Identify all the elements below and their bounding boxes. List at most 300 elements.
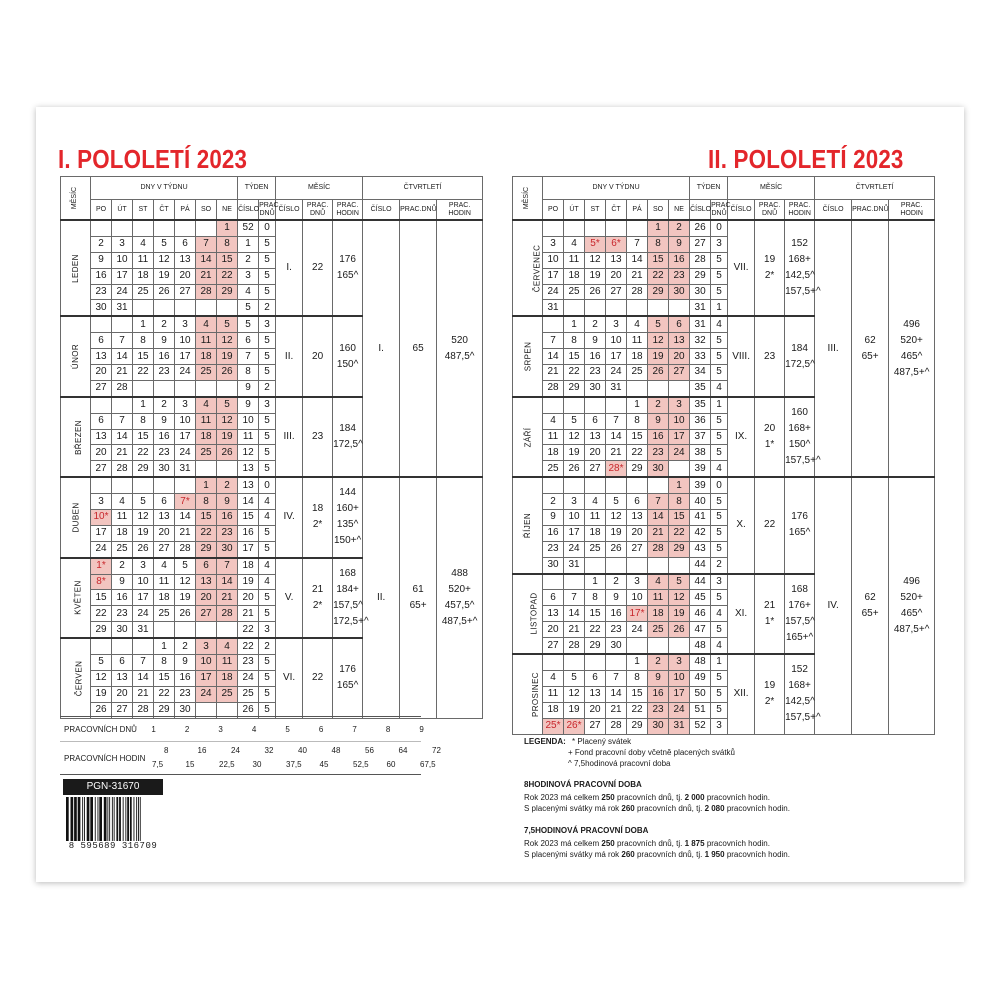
week-number: 9: [238, 397, 259, 413]
day-cell: 10*: [91, 510, 112, 526]
week-workdays: 5: [259, 525, 276, 541]
week-workdays: 5: [259, 541, 276, 557]
month-workhours-line: 165^: [788, 527, 811, 539]
day-cell: 7: [606, 670, 627, 686]
week-number: 24: [238, 670, 259, 686]
month-workhours-line: 142,5^: [785, 270, 815, 282]
workhours-cell: [252, 742, 289, 774]
month-workhours-line: 184: [339, 423, 356, 435]
barcode-bar: [66, 797, 69, 841]
day-cell: [606, 220, 627, 236]
day-cell: 26: [564, 461, 585, 477]
day-cell: [91, 638, 112, 654]
day-cell: 7: [112, 413, 133, 429]
day-cell: 5: [564, 413, 585, 429]
month-workdays: [755, 477, 785, 573]
day-cell: 18: [543, 445, 564, 461]
day-cell: 11: [133, 252, 154, 268]
day-cell: 21: [133, 686, 154, 702]
month-number: IX.: [728, 397, 755, 477]
day-cell: 9: [648, 670, 669, 686]
day-cell: 24: [133, 606, 154, 622]
quarter-workhours: [889, 477, 935, 734]
header-day: ČT: [606, 200, 627, 221]
workhours-75h-value: 37,5: [286, 760, 302, 769]
day-cell: 6: [627, 494, 648, 510]
week-number: 41: [690, 510, 711, 526]
workdays-value: 6: [318, 724, 324, 734]
day-cell: 17: [669, 429, 690, 445]
week-number: 32: [690, 333, 711, 349]
week-workdays: 5: [259, 590, 276, 606]
month-workhours: [785, 477, 815, 573]
day-cell: 3: [669, 654, 690, 670]
day-cell: 27: [154, 541, 175, 557]
day-cell: 23: [606, 622, 627, 638]
day-cell: [648, 300, 669, 316]
day-cell: 15: [648, 252, 669, 268]
day-cell: 2: [217, 477, 238, 493]
day-cell: 20: [196, 590, 217, 606]
month-name: LISTOPAD: [529, 592, 539, 635]
week-workdays: 5: [711, 670, 728, 686]
day-cell: 28: [543, 380, 564, 396]
day-cell: 2: [669, 220, 690, 236]
month-name-cell: [61, 558, 91, 638]
day-cell: 5: [217, 397, 238, 413]
barcode-bar: [140, 797, 141, 841]
day-cell: 25: [112, 541, 133, 557]
month-workdays-line: 23: [764, 350, 776, 362]
week-workdays: 5: [259, 686, 276, 702]
workhours-8h-value: 48: [331, 746, 341, 755]
day-cell: 29: [217, 284, 238, 300]
quarter-workdays: [400, 220, 437, 477]
day-cell: [154, 477, 175, 493]
day-cell: 27: [669, 365, 690, 381]
day-cell: 23: [585, 365, 606, 381]
month-workhours-line: 150^: [788, 439, 811, 451]
week-number: 15: [238, 510, 259, 526]
day-cell: 5: [133, 494, 154, 510]
day-cell: [175, 220, 196, 236]
header-month-col: [61, 177, 91, 221]
week-workdays: 5: [711, 349, 728, 365]
day-cell: [196, 622, 217, 638]
barcode-bar: [125, 797, 126, 841]
day-cell: [91, 316, 112, 332]
day-cell: 2: [112, 558, 133, 574]
month-workhours-line: 150+^: [333, 535, 362, 547]
day-cell: 3: [669, 397, 690, 413]
week-workdays: 5: [711, 510, 728, 526]
month-workhours-line: 160: [791, 407, 808, 419]
day-cell: 26*: [564, 718, 585, 734]
week-workdays: 5: [259, 670, 276, 686]
day-cell: 7: [133, 655, 154, 671]
day-cell: 2: [154, 316, 175, 332]
month-name-cell: [61, 477, 91, 557]
day-cell: [154, 380, 175, 396]
header-subcolumn: PRAC. HODIN: [785, 200, 815, 221]
workhours-75h-value: 7,5: [152, 760, 164, 769]
barcode-bar: [116, 797, 118, 841]
week-number: 49: [690, 670, 711, 686]
day-cell: 15: [564, 349, 585, 365]
day-cell: 12: [217, 413, 238, 429]
day-cell: 27: [627, 541, 648, 557]
day-cell: 7: [648, 494, 669, 510]
day-cell: 19: [669, 606, 690, 622]
day-cell: 2: [91, 236, 112, 252]
day-cell: [112, 397, 133, 413]
legend-item-holiday: * Placený svátek: [572, 737, 632, 746]
day-cell: 19: [154, 268, 175, 284]
week-workdays: 4: [711, 380, 728, 396]
day-cell: 4: [543, 670, 564, 686]
month-number: I.: [276, 220, 303, 316]
day-cell: [627, 380, 648, 396]
day-cell: 9: [175, 655, 196, 671]
day-cell: 21: [606, 445, 627, 461]
day-cell: 9: [112, 574, 133, 590]
week-workdays: 1: [711, 654, 728, 670]
month-workhours-line: 176: [339, 254, 356, 266]
day-cell: 21: [175, 525, 196, 541]
barcode-bar: [109, 797, 110, 841]
day-cell: [217, 622, 238, 638]
header-subcolumn: ČÍSLO: [276, 200, 303, 221]
info-text: pracovních dnů, tj.: [634, 804, 705, 813]
week-number: 51: [690, 702, 711, 718]
day-cell: 17: [112, 268, 133, 284]
month-workhours: [333, 477, 363, 557]
month-workhours-line: 157,5+^: [785, 712, 821, 724]
day-cell: [669, 557, 690, 573]
day-cell: 19: [217, 429, 238, 445]
header-month: MĚSÍC: [276, 177, 363, 200]
month-workdays-line: 2*: [312, 519, 323, 531]
workdays-value: 4: [251, 724, 257, 734]
day-cell: 30: [175, 702, 196, 718]
week-workdays: 4: [711, 316, 728, 332]
day-cell: 11: [196, 413, 217, 429]
day-cell: 26: [585, 284, 606, 300]
week-number: 23: [238, 655, 259, 671]
day-cell: 15: [196, 510, 217, 526]
day-cell: 28: [606, 718, 627, 734]
day-cell: 25: [196, 445, 217, 461]
month-workhours-line: 160+: [336, 503, 359, 515]
week-number: 8: [238, 365, 259, 381]
week-number: 36: [690, 413, 711, 429]
day-cell: 25: [133, 284, 154, 300]
day-cell: 21: [648, 525, 669, 541]
info-heading: 8HODINOVÁ PRACOVNÍ DOBA: [524, 780, 642, 789]
day-cell: 3: [196, 638, 217, 654]
day-cell: 19: [175, 590, 196, 606]
day-cell: 22: [133, 445, 154, 461]
day-cell: 18: [564, 268, 585, 284]
day-cell: 10: [627, 590, 648, 606]
day-cell: 6*: [606, 236, 627, 252]
week-number: 18: [238, 558, 259, 574]
day-cell: 24: [606, 365, 627, 381]
info-text: S placenými svátky má rok: [524, 850, 622, 859]
day-cell: [543, 654, 564, 670]
day-cell: 17*: [627, 606, 648, 622]
day-cell: 24: [112, 284, 133, 300]
week-workdays: 5: [711, 494, 728, 510]
day-cell: 23: [91, 284, 112, 300]
day-cell: 7: [606, 413, 627, 429]
day-cell: [564, 220, 585, 236]
workhours-75h-value: 67,5: [420, 760, 436, 769]
day-cell: [112, 477, 133, 493]
week-number: 9: [238, 380, 259, 396]
month-name-cell: [61, 638, 91, 718]
info-text: pracovních dnů, tj.: [634, 850, 705, 859]
day-cell: 10: [175, 413, 196, 429]
day-cell: 2: [543, 494, 564, 510]
day-cell: 26: [133, 541, 154, 557]
day-cell: [669, 638, 690, 654]
day-cell: [196, 220, 217, 236]
day-cell: 27: [112, 702, 133, 718]
week-workdays: 5: [259, 606, 276, 622]
day-cell: [112, 316, 133, 332]
month-workdays-line: 22: [764, 519, 776, 531]
quarter-workhours-line: 487,5+^: [893, 623, 930, 635]
day-cell: 26: [606, 541, 627, 557]
week-number: 43: [690, 541, 711, 557]
day-cell: 2: [585, 316, 606, 332]
workdays-value: 5: [285, 724, 290, 734]
week-number: 11: [238, 429, 259, 445]
day-cell: [564, 300, 585, 316]
month-workhours-line: 168+: [788, 423, 811, 435]
day-cell: 19: [606, 525, 627, 541]
week-number: 10: [238, 413, 259, 429]
day-cell: 14: [648, 510, 669, 526]
day-cell: 19: [91, 686, 112, 702]
day-cell: 21: [606, 702, 627, 718]
day-cell: 19: [564, 702, 585, 718]
quarter-workhours-line: 457,5^: [444, 599, 475, 611]
day-cell: [91, 220, 112, 236]
header-days-of-week: DNY V TÝDNU: [543, 177, 690, 200]
week-number: 5: [238, 316, 259, 332]
day-cell: 23: [175, 686, 196, 702]
day-cell: 8: [154, 655, 175, 671]
info-text: pracovních hodin.: [704, 793, 770, 802]
month-workhours-line: 165^: [336, 270, 359, 282]
workdays-value: 7: [352, 724, 357, 734]
day-cell: 1: [217, 220, 238, 236]
day-cell: 25: [154, 606, 175, 622]
legend-title: LEGENDA:: [524, 737, 566, 746]
day-cell: 7: [112, 333, 133, 349]
week-number: 30: [690, 284, 711, 300]
day-cell: 11: [196, 333, 217, 349]
day-cell: 18: [585, 525, 606, 541]
barcode-bar: [130, 797, 132, 841]
day-cell: [627, 638, 648, 654]
month-workhours-line: 142,5^: [785, 696, 815, 708]
day-cell: 12: [585, 252, 606, 268]
barcode-bar: [134, 797, 135, 841]
header-month-col-label: MĚSÍC: [523, 186, 531, 210]
day-cell: 17: [606, 349, 627, 365]
day-cell: 31: [175, 461, 196, 477]
month-workhours: [785, 397, 821, 477]
day-cell: 9: [648, 413, 669, 429]
day-cell: 14: [112, 349, 133, 365]
day-cell: 8: [133, 333, 154, 349]
day-cell: 23: [669, 268, 690, 284]
week-number: 29: [690, 268, 711, 284]
workdays-value: 2: [184, 724, 190, 734]
barcode-bar: [138, 797, 139, 841]
day-cell: 22: [564, 365, 585, 381]
day-cell: 24: [196, 686, 217, 702]
week-number: 5: [238, 300, 259, 316]
barcode-bar: [71, 797, 74, 841]
day-cell: 25: [543, 461, 564, 477]
day-cell: 19: [648, 349, 669, 365]
day-cell: 23: [543, 541, 564, 557]
week-workdays: 4: [259, 494, 276, 510]
month-workhours: [785, 316, 815, 396]
week-workdays: 5: [259, 445, 276, 461]
month-workdays-line: 2*: [312, 599, 323, 611]
month-workdays-line: 19: [764, 680, 776, 692]
day-cell: 12: [606, 510, 627, 526]
day-cell: [543, 316, 564, 332]
month-workdays-line: 1*: [764, 439, 775, 451]
day-cell: 30: [217, 541, 238, 557]
day-cell: 8: [648, 236, 669, 252]
workhours-75h-value: 60: [386, 760, 396, 769]
week-number: 44: [690, 557, 711, 573]
workhours-cell: [221, 742, 255, 774]
week-workdays: 5: [711, 541, 728, 557]
week-number: 28: [690, 252, 711, 268]
barcode-bar: [84, 797, 85, 841]
week-workdays: 4: [259, 574, 276, 590]
quarter-workhours-line: 520+: [448, 583, 471, 595]
day-cell: 26: [91, 702, 112, 718]
week-workdays: 3: [259, 316, 276, 332]
day-cell: 17: [669, 686, 690, 702]
header-month: MĚSÍC: [728, 177, 815, 200]
quarter-workhours: [437, 220, 483, 477]
day-cell: 29: [669, 541, 690, 557]
day-cell: 16: [217, 510, 238, 526]
info-8h: [524, 779, 844, 814]
day-cell: 15: [154, 670, 175, 686]
day-cell: [564, 477, 585, 493]
month-name: LEDEN: [71, 253, 80, 283]
day-cell: 6: [196, 558, 217, 574]
day-cell: 30: [669, 284, 690, 300]
day-cell: 8: [627, 670, 648, 686]
day-cell: 5: [175, 558, 196, 574]
day-cell: 18: [133, 268, 154, 284]
quarter-workhours-line: 487,5^: [444, 350, 475, 362]
day-cell: 19: [564, 445, 585, 461]
month-workdays-line: 1*: [764, 615, 775, 627]
week-workdays: 4: [711, 606, 728, 622]
day-cell: 8: [217, 236, 238, 252]
header-day: PÁ: [175, 200, 196, 221]
day-cell: 7: [543, 333, 564, 349]
day-cell: 16: [154, 429, 175, 445]
month-workdays: [303, 638, 333, 718]
header-day: ÚT: [112, 200, 133, 221]
day-cell: 30: [112, 622, 133, 638]
day-cell: 14: [606, 686, 627, 702]
month-number: VIII.: [728, 316, 755, 396]
header-day: NE: [669, 200, 690, 221]
header-week: TÝDEN: [690, 177, 728, 200]
week-number: 39: [690, 461, 711, 477]
week-workdays: 5: [259, 252, 276, 268]
day-cell: 28: [112, 461, 133, 477]
day-cell: 8: [627, 413, 648, 429]
month-workhours-line: 168: [791, 583, 808, 595]
day-cell: 17: [175, 429, 196, 445]
day-cell: 10: [133, 574, 154, 590]
day-cell: [627, 220, 648, 236]
day-cell: 1: [196, 477, 217, 493]
day-cell: 12: [175, 574, 196, 590]
day-cell: 24: [175, 445, 196, 461]
header-quarter: ČTVRTLETÍ: [815, 177, 935, 200]
day-cell: 14: [627, 252, 648, 268]
header-subcolumn: PRAC. DNŮ: [711, 200, 728, 221]
workdays-value: 9: [419, 724, 424, 734]
day-cell: [585, 654, 606, 670]
week-workdays: 5: [711, 590, 728, 606]
quarter-workhours-line: 520: [451, 334, 468, 346]
day-cell: 4: [585, 494, 606, 510]
week-number: 4: [238, 284, 259, 300]
month-workhours-line: 168+: [788, 254, 811, 266]
day-cell: 20: [669, 349, 690, 365]
month-workdays-line: 21: [764, 599, 776, 611]
day-cell: 12: [154, 252, 175, 268]
week-number: 33: [690, 349, 711, 365]
workhours-cell: [185, 742, 222, 774]
barcode-bar: [87, 797, 90, 841]
header-month-col-label: MĚSÍC: [71, 186, 79, 210]
day-cell: 1: [133, 397, 154, 413]
workhours-8h-value: 24: [231, 746, 240, 755]
day-cell: [648, 380, 669, 396]
week-workdays: 2: [711, 557, 728, 573]
day-cell: 10: [196, 655, 217, 671]
day-cell: 24: [175, 365, 196, 381]
day-cell: 23: [154, 365, 175, 381]
day-cell: 4: [154, 558, 175, 574]
month-workhours-line: 172,5^: [785, 358, 815, 370]
day-cell: 29: [648, 284, 669, 300]
day-cell: 27: [196, 606, 217, 622]
day-cell: 30: [543, 557, 564, 573]
week-number: 31: [690, 316, 711, 332]
day-cell: 11: [564, 252, 585, 268]
